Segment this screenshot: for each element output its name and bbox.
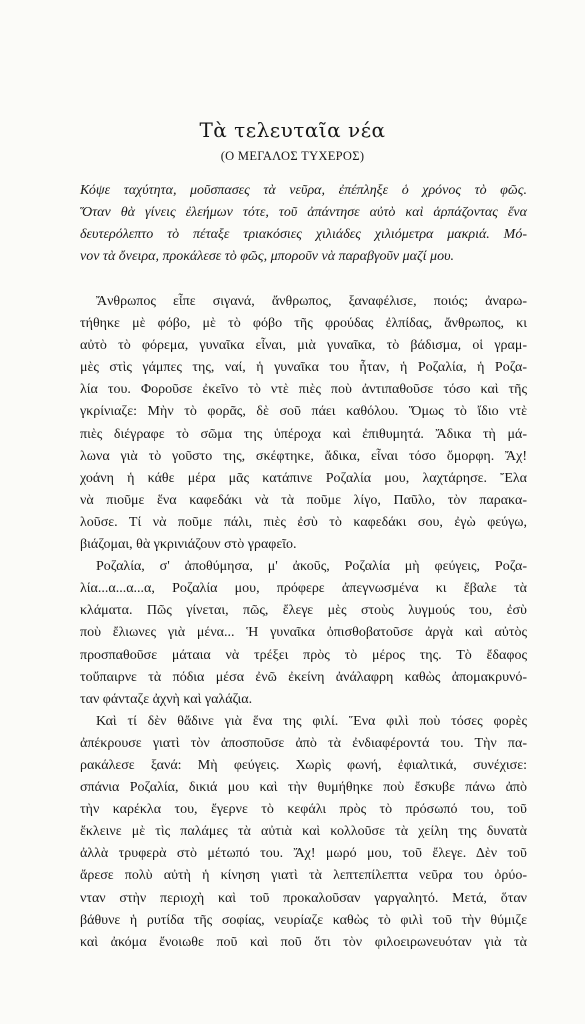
paragraph-line: αὐτὸ τὸ φόρεμα, γυναῖκα εἶναι, μιὰ γυναῖκα, τὸ βάδισμα, οἱ γραμ- [80,338,527,354]
paragraph-line: Ἄνθρωπος εἶπε σιγανά, ἄνθρωπος, ξαναφέλισε, ποιός; ἀναρω- [96,294,527,309]
paragraph-line: νὰ πιοῦμε ἕνα καφεδάκι νὰ τὰ ποῦμε λίγο, Παῦλο, τὸν παρακα- [80,492,527,508]
paragraph-line: νταν στὴν περιοχὴ καὶ τοῦ προκαλοῦσαν γαργαλητό. Μετά, ὅταν [80,890,527,906]
paragraph-line: ἔκλεινε μὲ τὶς παλάμες τὰ αὐτιὰ καὶ κολλοῦσε τὰ χείλη της δυνατὰ [80,824,527,840]
paragraph-line: λωνα γιὰ τὸ γοῦστο της, σκέφτηκε, ἄδικα, εἶναι τόσο ὄμορφη. Ἄχ! [80,448,527,464]
paragraph-line: τήθηκε μὲ φόβο, μὲ τὸ φόβο τῆς φρούδας ἐλπίδας, ἄνθρωπος, κι [80,316,527,332]
paragraph-line: ἀλλὰ τρυφερὰ στὸ μέτωπό του. Ἄχ! μωρό μου, τοῦ ἔλεγε. Δὲν τοῦ [80,846,527,862]
paragraph-line: τὴν καρέκλα του, ἔγερνε τὸ κεφάλι πρὸς τὸ πρόσωπό του, τοῦ [80,802,527,818]
epigraph-line: Ὅταν θὰ γίνεις ἐλεήμων τότε, τοῦ ἀπάντησε αὐτὸ καὶ ἁρπάζοντας ἕνα [80,205,527,220]
epigraph-line: δευτερόλεπτο τὸ πέταξε τριακόσιες χιλιάδες χιλιόμετρα μακριά. Μό- [80,227,527,242]
paragraph-line: κλάματα. Πῶς γίνεται, πῶς, ἔλεγε μὲς στοὺς λυγμούς του, ἐσὺ [80,603,527,619]
paragraph-line: προσπαθοῦσε μάταια νὰ τρέξει πρὸς τὸ μέρος της. Τὸ ἔδαφος [80,647,527,663]
paragraph-line: καὶ ἀκόμα ἔνοιωθε ποῦ καὶ ποῦ ὅτι τὸν φιλοειρωνευόταν γιὰ τὰ [80,934,527,950]
paragraph-line: μὲς στὶς γάμπες της, ναί, ἡ γυναῖκα του ἦταν, ἡ Ροζαλία, ἡ Ροζα- [80,360,527,376]
paragraph-line: ἀπέκρουσε γιατὶ τὸν ἀποσποῦσε ἀπὸ τὰ ἐνδιαφέροντά του. Τὴν πα- [80,735,527,751]
paragraph-line: βιάζομαι, θὰ γκρινιάζουν στὸ γραφεῖο. [80,537,297,553]
paragraph-line: ἄρεσε πολὺ αὐτὴ ἡ κίνηση γιατὶ τὰ λεπτεπίλεπτα νεῦρα του ὀρύο- [80,868,527,884]
epigraph [80,180,527,268]
paragraph-line: λία...α...α...α, Ροζαλία μου, πρόφερε ἀπεγνωσμένα κι ἔβαλε τὰ [80,581,527,597]
page-subtitle: (Ο ΜΕΓΑΛΟΣ ΤΥΧΕΡΟΣ) [220,149,365,163]
paragraph-line: πιὲς διέγραφε τὸ σῶμα της ὑπέροχα καὶ ἐπιθυμητά. Ἄδικα τὴ μά- [80,426,527,442]
paragraph-line: Καὶ τί δὲν θἄδινε γιὰ ἕνα της φιλί. Ἕνα φιλὶ ποὺ τόσες φορὲς [96,713,527,729]
body-text [80,291,527,954]
paragraph-line: ταν φάνταζε ἀχνὴ καὶ γαλάζια. [80,691,253,707]
paragraph-line: λία του. Φοροῦσε ἐκεῖνο τὸ ντὲ πιὲς ποὺ ἀντιπαθοῦσε τόσο καὶ τῆς [80,382,527,398]
paragraph-line: χοάνη ἡ κάθε μέρα μᾶς κατάπινε Ροζαλία μου, λαχτάρησε. Ἔλα [80,470,527,486]
paragraph-line: λοῦσε. Τί νὰ ποῦμε πάλι, πιὲς ἐσὺ τὸ καφεδάκι σου, ἐγὼ φεύγω, [80,514,527,530]
epigraph-line: Κόψε ταχύτητα, μοῦσπασες τὰ νεῦρα, ἐπέπληξε ὁ χρόνος τὸ φῶς. [80,183,527,198]
paragraph-line: βάθυνε ἡ ρυτίδα τῆς σοφίας, νευρίαζε καθὼς τὸ φιλὶ τοῦ τὴν θύμιζε [80,912,527,928]
paragraph-line: Ροζαλία, σ' ἀποθύμησα, μ' ἀκοῦς, Ροζαλία μὴ φεύγεις, Ροζα- [96,559,527,575]
paragraph-line: ποὺ ἔλιωνες γιὰ μένα... Ἡ γυναῖκα ὀπισθοβατοῦσε ἀργὰ καὶ αὐτὸς [80,625,527,641]
paragraph-line: γκρίνιαζε: Μὴν τὸ φορᾶς, δὲ σοῦ πάει καθόλου. Ὅμως τὸ ἴδιο ντὲ [80,404,527,420]
paragraph-line: σπάνια Ροζαλία, δικιά μου καὶ τὴν θυμήθηκε ποὺ ἔσκυβε πάνω ἀπὸ [80,780,527,796]
page-title: Τὰ τελευταῖα νέα [199,118,386,142]
paragraph-line: ρακάλεσε ξανά: Μὴ φεύγεις. Χωρὶς φωνή, ἐφιαλτικά, συνέχισε: [80,757,527,773]
epigraph-line: νον τὰ ὄνειρα, προκάλεσε τὸ φῶς, μποροῦν νὰ παραβγοῦν μαζί μου. [80,249,455,264]
paragraph-line: τοὔπαιρνε τὰ πόδια μέσα ἐνῶ ἐκείνη ἀνάλαφρη καθὼς ἀπομακρυνό- [80,669,527,685]
